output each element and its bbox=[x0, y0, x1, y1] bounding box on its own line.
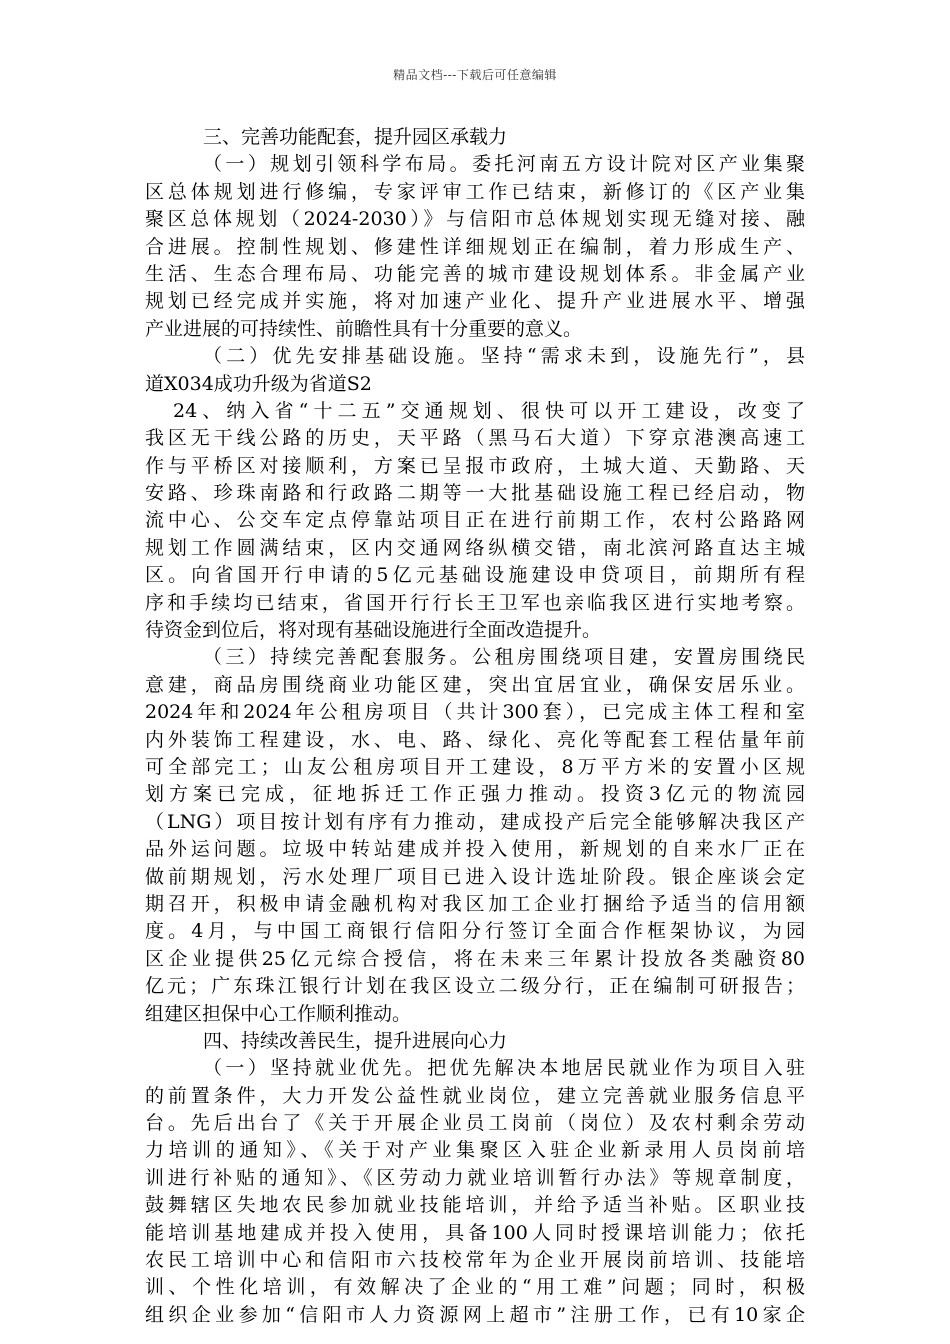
text-line: 度。4月，与中国工商银行信阳分行签订全面合作框架协议，为园 bbox=[145, 920, 805, 943]
text-line: 亿元；广东珠江银行计划在我区设立二级分行，正在编制可研报告； bbox=[145, 975, 805, 998]
text-line: 安路、珍珠南路和行政路二期等一大批基础设施工程已经启动，物 bbox=[145, 482, 805, 505]
text-line: 作与平桥区对接顺利，方案已呈报市政府，土城大道、天勤路、天 bbox=[145, 454, 805, 477]
text-line: 生活、生态合理布局、功能完善的城市建设规划体系。非金属产业 bbox=[145, 262, 805, 285]
text-line: 序和手续均已结束，省国开行行长王卫军也亲临我区进行实地考察。 bbox=[145, 591, 805, 614]
text-line: 划方案已完成，征地拆迁工作正强力推动。投资3亿元的物流园 bbox=[145, 783, 805, 806]
text-line: 四、持续改善民生，提升进展向心力 bbox=[203, 1029, 508, 1052]
text-line: 区企业提供25亿元综合授信，将在未来三年累计投放各类融资80 bbox=[145, 947, 805, 970]
text-line: 训、个性化培训，有效解决了企业的“用工难”问题；同时，积极 bbox=[145, 1276, 805, 1299]
text-line: 能培训基地建成并投入使用，具备100人同时授课培训能力；依托 bbox=[145, 1221, 805, 1244]
text-line: 品外运问题。垃圾中转站建成并投入使用，新规划的自来水厂正在 bbox=[145, 838, 805, 861]
page-header: 精品文档---下载后可任意编辑 bbox=[393, 68, 557, 82]
text-line: （三）持续完善配套服务。公租房围绕项目建，安置房围绕民 bbox=[203, 646, 805, 669]
text-line: 组织企业参加“信阳市人力资源网上超市”注册工作，已有10家企 bbox=[145, 1303, 805, 1326]
text-line: （一）规划引领科学布局。委托河南五方设计院对区产业集聚 bbox=[203, 153, 805, 176]
text-line: 的前置条件，大力开发公益性就业岗位，建立完善就业服务信息平 bbox=[145, 1084, 805, 1107]
text-line: 区总体规划进行修编，专家评审工作已结束，新修订的《区产业集 bbox=[145, 180, 805, 203]
text-line: 鼓舞辖区失地农民参加就业技能培训，并给予适当补贴。区职业技 bbox=[145, 1194, 805, 1217]
text-line: 可全部完工；山友公租房项目开工建设，8万平方米的安置小区规 bbox=[145, 755, 805, 778]
text-line: 期召开，积极申请金融机构对我区加工企业打捆给予适当的信用额 bbox=[145, 892, 805, 915]
text-line: （LNG）项目按计划有序有力推动，建成投产后完全能够解决我区产 bbox=[145, 810, 805, 833]
text-line: 规划工作圆满结束，区内交通网络纵横交错，南北滨河路直达主城 bbox=[145, 536, 805, 559]
text-line: 做前期规划，污水处理厂项目已进入设计选址阶段。银企座谈会定 bbox=[145, 865, 805, 888]
text-line: 组建区担保中心工作顺利推动。 bbox=[145, 1002, 412, 1025]
text-line: 区。向省国开行申请的5亿元基础设施建设申贷项目，前期所有程 bbox=[145, 564, 805, 587]
text-line: 内外装饰工程建设，水、电、路、绿化、亮化等配套工程估量年前 bbox=[145, 728, 805, 751]
text-line: 聚区总体规划（2024-2030）》与信阳市总体规划实现无缝对接、融 bbox=[145, 208, 805, 231]
text-line: 24、纳入省“十二五”交通规划、很快可以开工建设，改变了 bbox=[173, 399, 805, 422]
text-line: （二）优先安排基础设施。坚持“需求未到，设施先行”，县 bbox=[203, 345, 805, 368]
text-line: 待资金到位后，将对现有基础设施进行全面改造提升。 bbox=[145, 619, 602, 642]
document-body bbox=[145, 124, 805, 1329]
text-line: 力培训的通知》、《关于对产业集聚区入驻企业新录用人员岗前培 bbox=[145, 1139, 805, 1162]
text-line: 道X034成功升级为省道S2 bbox=[145, 372, 372, 395]
text-line: 流中心、公交车定点停靠站项目正在进行前期工作，农村公路路网 bbox=[145, 509, 805, 532]
text-line: 训进行补贴的通知》、《区劳动力就业培训暂行办法》等规章制度， bbox=[145, 1166, 805, 1189]
text-line: 三、完善功能配套，提升园区承载力 bbox=[203, 126, 508, 148]
text-line: 意建，商品房围绕商业功能区建，突出宜居宜业，确保安居乐业。 bbox=[145, 673, 805, 696]
text-line: 产业进展的可持续性、前瞻性具有十分重要的意义。 bbox=[145, 317, 583, 340]
text-line: （一）坚持就业优先。把优先解决本地居民就业作为项目入驻 bbox=[203, 1057, 805, 1080]
text-line: 我区无干线公路的历史，天平路（黑马石大道）下穿京港澳高速工 bbox=[145, 427, 805, 450]
text-line: 规划已经完成并实施，将对加速产业化、提升产业进展水平、增强 bbox=[145, 290, 805, 313]
text-line: 合进展。控制性规划、修建性详细规划正在编制，着力形成生产、 bbox=[145, 235, 805, 258]
text-line: 2024年和2024年公租房项目（共计300套），已完成主体工程和室 bbox=[145, 701, 805, 724]
text-line: 农民工培训中心和信阳市六技校常年为企业开展岗前培训、技能培 bbox=[145, 1249, 805, 1272]
text-line: 台。先后出台了《关于开展企业员工岗前（岗位）及农村剩余劳动 bbox=[145, 1112, 805, 1135]
